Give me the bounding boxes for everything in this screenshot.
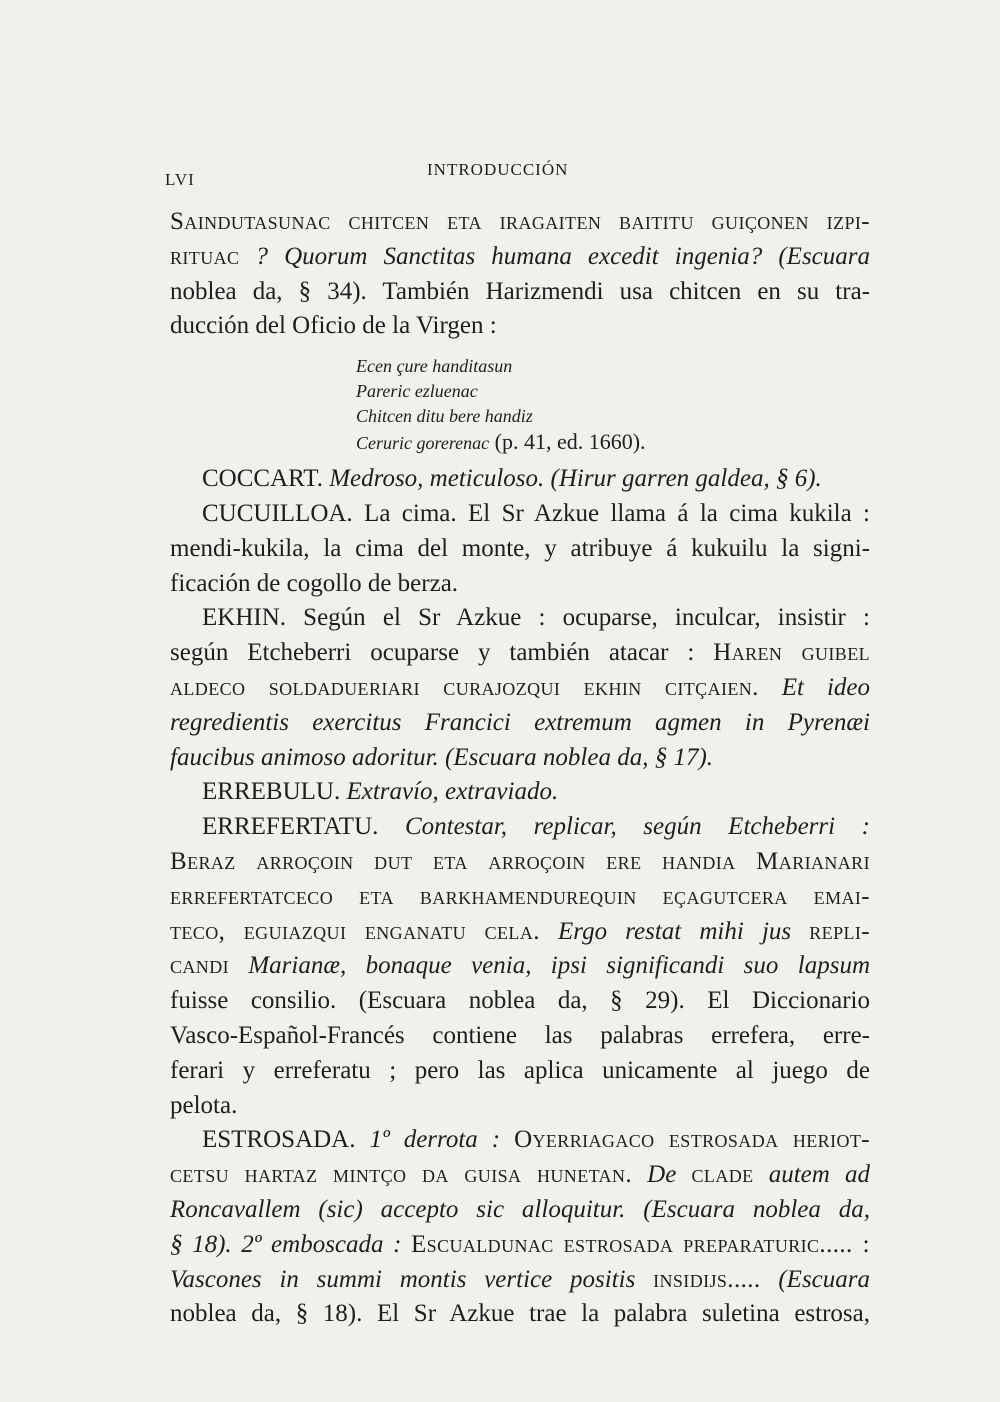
- text-line: § 18). 2º emboscada : Escualdunac estrosada preparaturic..... :: [170, 1230, 870, 1258]
- text-line: ficación de cogollo de berza.: [170, 569, 459, 597]
- text-line: ESTROSADA. 1º derrota : Oyerriagaco estrosada heriot-: [202, 1126, 870, 1154]
- text-line: ERREFERTATU. Contestar, replicar, según Etcheberri :: [202, 813, 870, 841]
- text-line: Beraz arroçoin dut eta arroçoin ere handia Marianari: [170, 847, 870, 875]
- text-line: noblea da, § 34). También Harizmendi usa chitcen en su tra-: [170, 277, 870, 305]
- running-title: INTRODUCCIÓN: [427, 160, 569, 179]
- text-line: Roncavallem (sic) accepto sic alloquitur. (Escuara noblea da,: [170, 1195, 870, 1223]
- text-line: noblea da, § 18). El Sr Azkue trae la palabra suletina estrosa,: [170, 1300, 870, 1328]
- text-line: ERREBULU. Extravío, extraviado.: [202, 778, 559, 806]
- page-header: [165, 160, 865, 190]
- entry-ekhin: [170, 601, 870, 775]
- text-line: cetsu hartaz mintço da guisa hunetan. De clade autem ad: [170, 1161, 870, 1189]
- entry-headword: CUCUILLOA.: [202, 499, 353, 527]
- entry-errebulu: [170, 775, 870, 810]
- entry-coccart: [170, 462, 870, 497]
- entry-cucuilloa: [170, 497, 870, 601]
- paragraph-saindutasunac: [170, 205, 870, 344]
- text-line: Saindutasunac chitcen eta iragaiten baititu guiçonen izpi-: [170, 208, 870, 235]
- text-line: ferari y erreferatu ; pero las aplica unicamente al juego de: [170, 1056, 870, 1084]
- text-line: Vascones in summi montis vertice positis insidijs..... (Escuara: [170, 1265, 871, 1293]
- text-line: fuisse consilio. (Escuara noblea da, § 29). El Diccionario: [170, 987, 870, 1015]
- text-line: candi Marianæ, bonaque venia, ipsi significandi suo lapsum: [170, 952, 870, 980]
- entry-headword: COCCART.: [202, 465, 323, 493]
- text-line: aldeco soldaduerіari curajozqui ekhin citçaien. Et ideo: [170, 673, 870, 701]
- entry-headword: ERREBULU.: [202, 778, 341, 806]
- entry-headword: ERREFERTATU.: [202, 813, 379, 841]
- page-number: LVI: [165, 170, 195, 189]
- text-line: mendi-kukila, la cima del monte, y atribuye á kukuilu la signi-: [170, 534, 870, 562]
- text-line: COCCART. Medroso, meticuloso. (Hirur garren galdea, § 6).: [202, 465, 822, 493]
- verse-line: Ecen çure handitasun: [356, 356, 513, 377]
- text-line: Vasco-Español-Francés contiene las palabras errefera, erre-: [170, 1021, 870, 1049]
- entry-estrosada: [170, 1123, 870, 1332]
- entry-errefertatu: [170, 810, 870, 1123]
- text-line: errefertatceco eta barkhamendurequin eçagutcera emai-: [170, 882, 870, 910]
- text-line: ducción del Oficio de la Virgen :: [170, 312, 497, 340]
- text-line: teco, eguiazqui enganatu cela. Ergo restat mihi jus repli-: [170, 917, 871, 945]
- entry-headword: ESTROSADA.: [202, 1126, 356, 1154]
- text-line: rituac ? Quorum Sanctitas humana excedit ingenia? (Escuara: [170, 242, 870, 270]
- text-line: EKHIN. Según el Sr Azkue : ocuparse, inculcar, insistir :: [202, 604, 870, 632]
- verse-quotation: [356, 354, 870, 456]
- entry-headword: EKHIN.: [202, 604, 287, 632]
- page-body: [170, 205, 870, 1332]
- verse-citation: (p. 41, ed. 1660).: [489, 429, 646, 455]
- text-line: según Etcheberri ocuparse y también atacar : Haren guibel: [170, 639, 870, 667]
- verse-line: Pareric ezluenac: [356, 381, 478, 402]
- text-line: regredientis exercitus Francici extremum agmen in Pyrenæi: [170, 708, 870, 736]
- verse-line: Ceruric gorerenac (p. 41, ed. 1660).: [356, 429, 646, 455]
- verse-line: Chitcen ditu bere handiz: [356, 406, 533, 427]
- text-line: CUCUILLOA. La cima. El Sr Azkue llama á la cima kukila :: [202, 499, 870, 527]
- text-line: faucibus animoso adoritur. (Escuara noblea da, § 17).: [170, 743, 714, 771]
- text-line: pelota.: [170, 1091, 238, 1119]
